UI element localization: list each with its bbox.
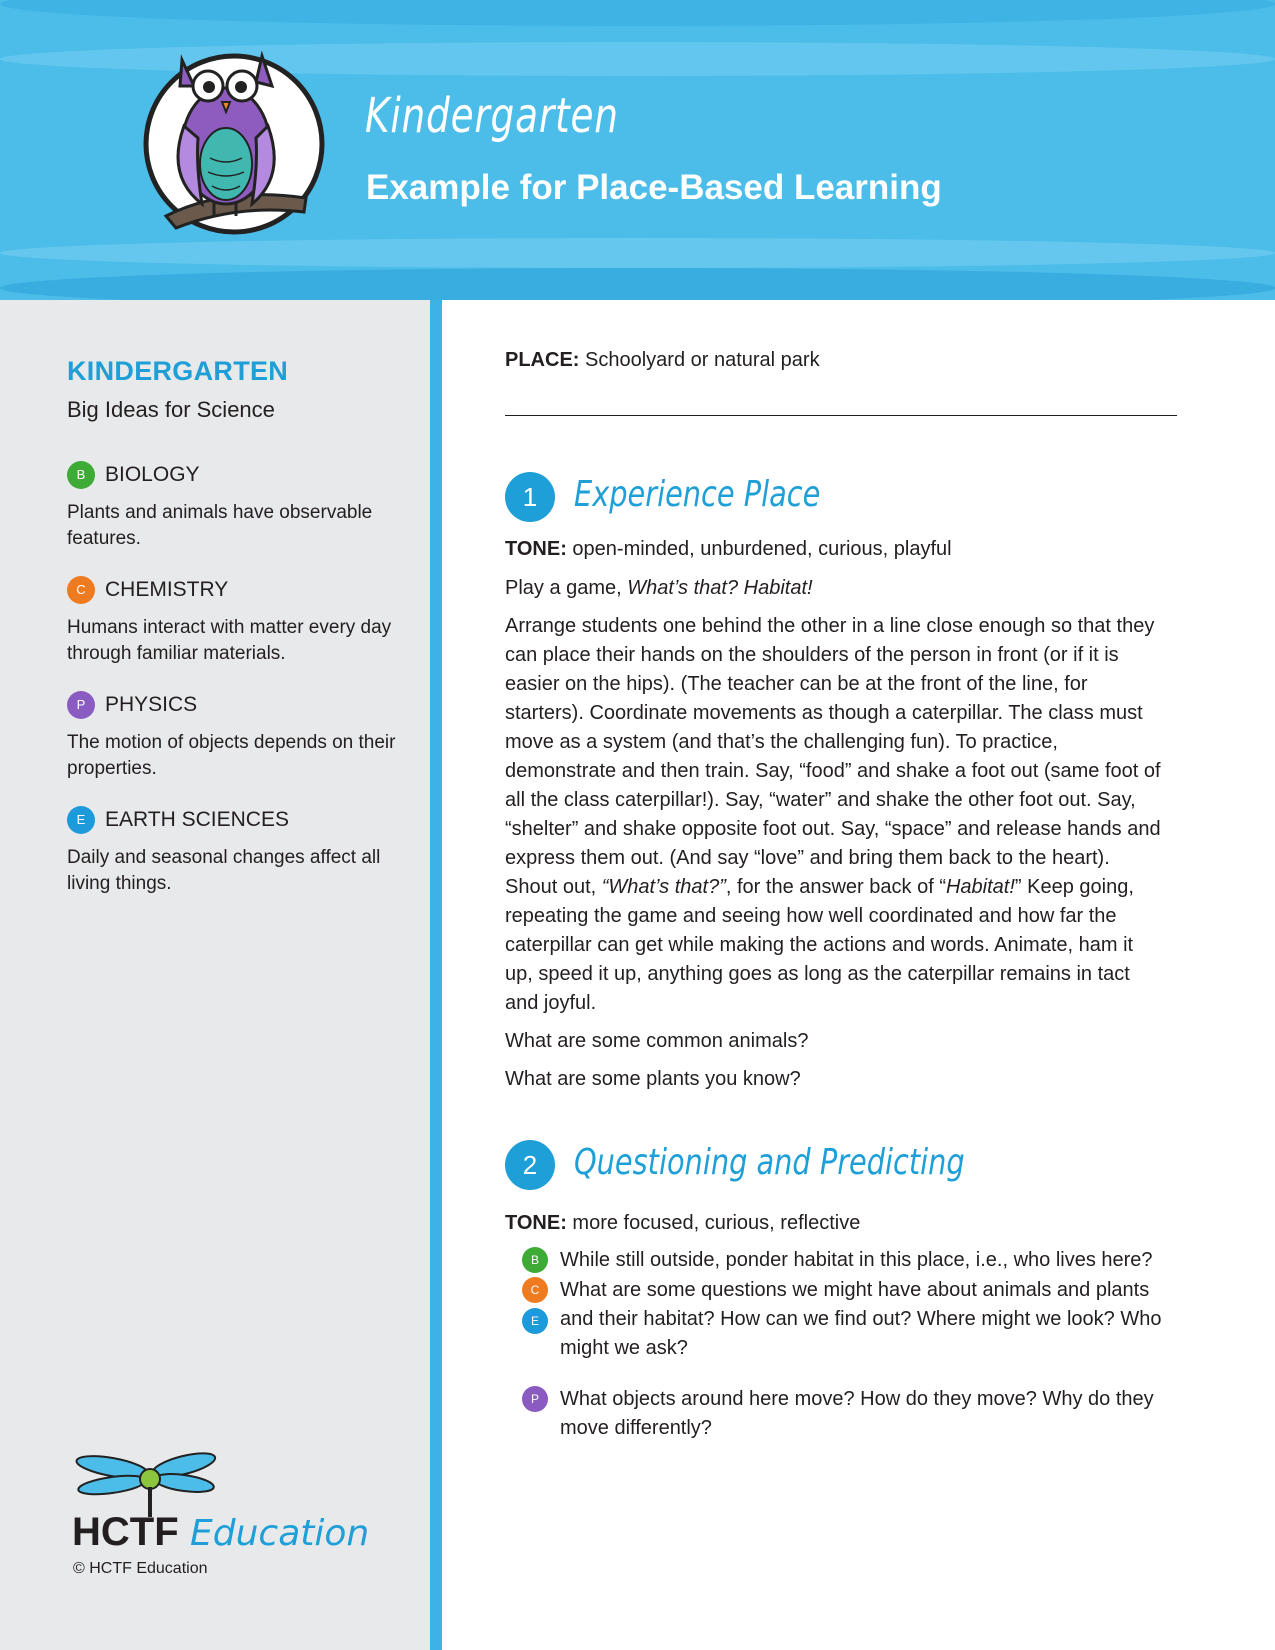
big-idea-name: BIOLOGY (105, 463, 200, 486)
owl-icon (136, 46, 332, 242)
copyright-notice: © HCTF Education (73, 1560, 208, 1577)
divider-line (505, 415, 1177, 416)
logo-hctf-text: HCTF (72, 1510, 179, 1547)
big-idea-name: CHEMISTRY (105, 578, 229, 601)
question-text: While still outside, ponder habitat in this place, i.e., who lives here? (560, 1249, 1153, 1271)
big-idea-text: Plants and animals have observable features. (67, 502, 373, 549)
step-1-intro (505, 574, 1165, 603)
step-1-tone (505, 538, 952, 561)
header-wave (0, 268, 1275, 300)
owl-illustration (136, 46, 332, 242)
tone-label: TONE: (505, 1212, 567, 1234)
logo-education-text: Education (190, 1513, 370, 1547)
question-text: What are some questions we might have about animals and plants and their habitat? How can we find out? Where might we look? Who might we ask? (560, 1279, 1162, 1359)
step-1-title: Experience Place (574, 474, 821, 515)
sidebar-title: KINDERGARTEN (67, 356, 289, 386)
paragraph-call: “What’s that?” (601, 876, 726, 898)
step-1-question: What are some common animals? (505, 1030, 809, 1052)
step-1-question: What are some plants you know? (505, 1068, 801, 1090)
game-name: What’s that? Habitat! (627, 577, 813, 599)
big-idea-text: Daily and seasonal changes affect all living things. (67, 847, 381, 894)
header-title: Kindergarten (365, 88, 619, 144)
step-2-question-item (520, 1276, 1180, 1363)
header-subtitle: Example for Place-Based Learning (366, 168, 942, 207)
intro-prefix: Play a game, (505, 577, 628, 599)
paragraph-text: ” Keep going, repeating the game and seeing how well coordinated and how far the caterpillar can get while making the actions and words. Animate, ham it up, speed it up, anything goes as long as the caterpillar remains in tact and joyful. (505, 876, 1134, 1014)
sidebar-subtitle: Big Ideas for Science (67, 397, 275, 422)
place-line (505, 349, 820, 372)
tone-value: open-minded, unburdened, curious, playful (572, 538, 952, 560)
question-text: What objects around here move? How do they move? Why do they move differently? (560, 1388, 1154, 1439)
sidebar-divider (430, 300, 442, 1650)
paragraph-text: , for the answer back of “ (725, 876, 946, 898)
earth-sciences-badge-icon: E (67, 806, 95, 834)
big-idea-physics (67, 690, 397, 782)
big-idea-text: The motion of objects depends on their properties. (67, 732, 396, 779)
header-wave (0, 0, 1275, 26)
big-idea-earth-sciences (67, 805, 397, 897)
step-2-title: Questioning and Predicting (574, 1142, 965, 1183)
step-1-number-badge: 1 (505, 472, 555, 522)
step-1-paragraph (505, 612, 1165, 1018)
big-idea-biology (67, 460, 397, 552)
biology-badge-icon: B (522, 1247, 548, 1273)
chemistry-badge-icon: C (67, 576, 95, 604)
paragraph-answer: Habitat! (945, 876, 1015, 898)
header-wave (0, 238, 1275, 268)
dragonfly-icon (72, 1447, 372, 1547)
big-idea-text: Humans interact with matter every day through familiar materials. (67, 617, 392, 664)
biology-badge-icon: B (67, 461, 95, 489)
big-idea-name: PHYSICS (105, 693, 198, 716)
page-header (0, 0, 1275, 300)
hctf-education-logo (72, 1447, 372, 1547)
big-idea-chemistry (67, 575, 397, 667)
step-2-tone (505, 1212, 860, 1235)
big-idea-name: EARTH SCIENCES (105, 808, 289, 831)
paragraph-text: Arrange students one behind the other in a line close enough so that they can place their hands on the shoulders of the person in front (or if it is easier on the hips). (The teacher can be at the front of the line, for starters). Coordinate movements as though a caterpillar. The class must move as a system (and that’s the challenging fun). To practice, demonstrate and then train. Say, “food” and shake a foot out (same foot of all the class caterpillar!). Say, “water” and shake the other foot out. Say, “shelter” and shake opposite foot out. Say, “space” and release hands and express them out. (And say “love” and bring them back to the heart). Shout out, (505, 615, 1161, 898)
chemistry-badge-icon: C (522, 1277, 548, 1303)
step-2-question-item (520, 1385, 1180, 1443)
step-2-number-badge: 2 (505, 1140, 555, 1190)
place-label: PLACE: (505, 349, 580, 371)
earth-sciences-badge-icon: E (522, 1308, 548, 1334)
step-2-question-item (520, 1246, 1180, 1277)
step-1-body (505, 574, 1165, 1103)
physics-badge-icon: P (522, 1386, 548, 1412)
place-value: Schoolyard or natural park (585, 349, 820, 371)
physics-badge-icon: P (67, 691, 95, 719)
tone-label: TONE: (505, 538, 567, 560)
tone-value: more focused, curious, reflective (572, 1212, 861, 1234)
